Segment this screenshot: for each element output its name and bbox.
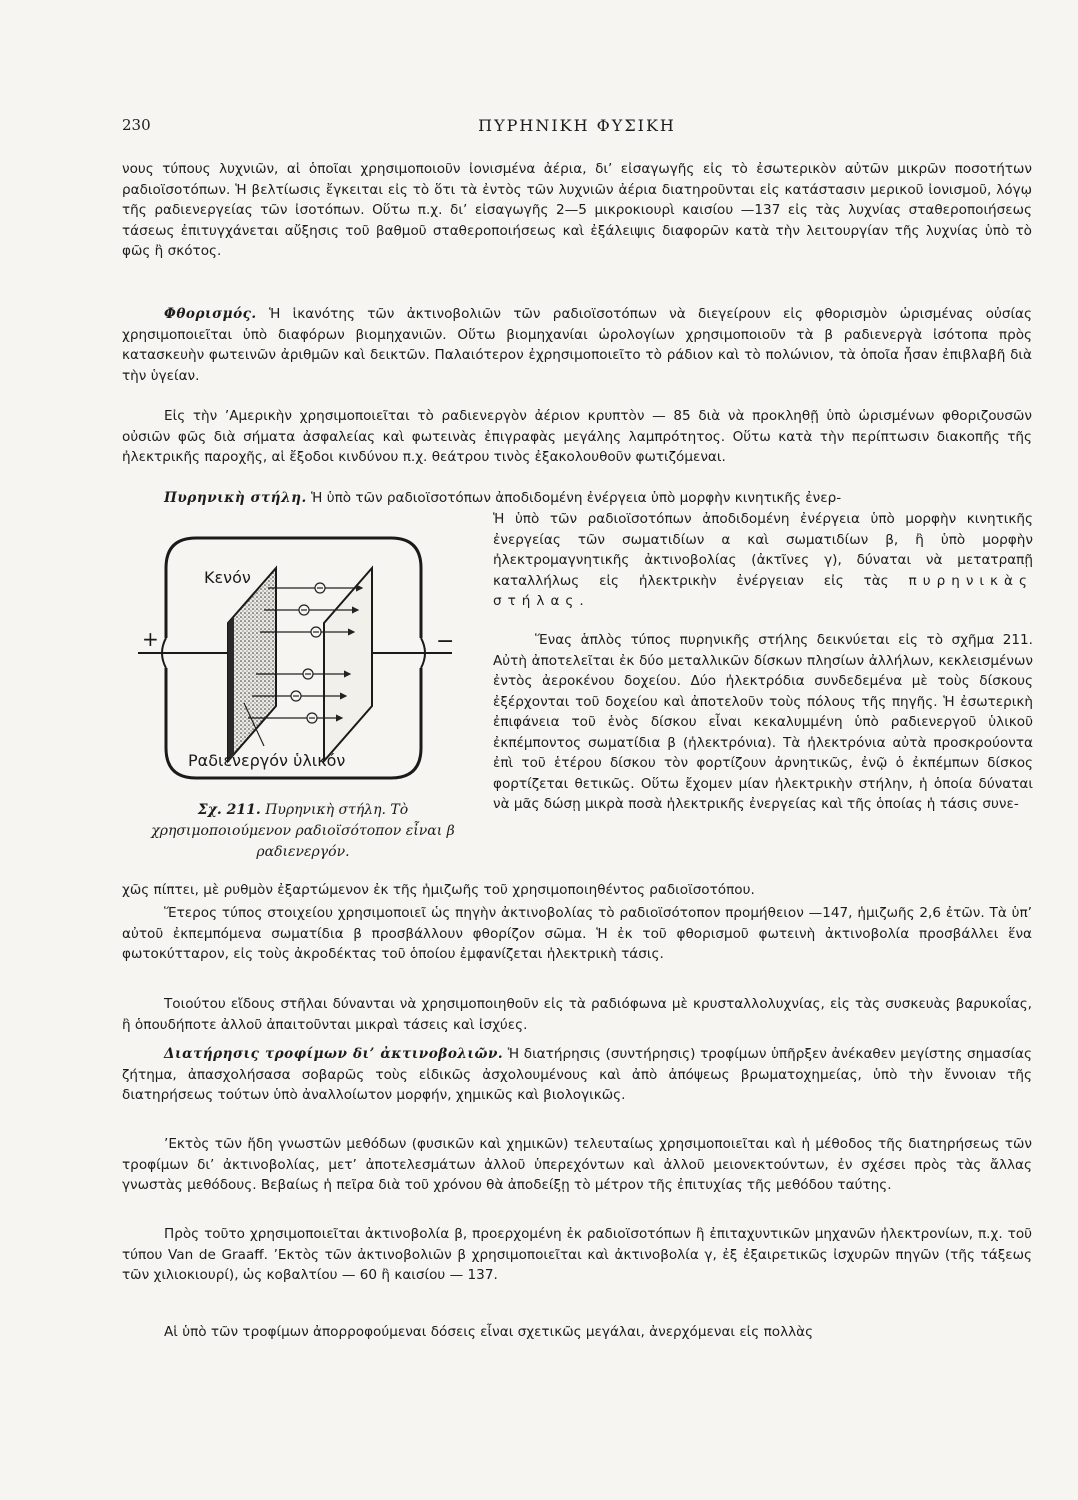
figure-nuclear-battery: [136, 528, 466, 796]
emitting-disk: [228, 568, 276, 761]
paragraph-methods: ’Εκτὸς τῶν ἤδη γνωστῶν μεθόδων (φυσικῶν καὶ χημικῶν) τελευταίως χρησιμοποιεῖται καὶ ἡ μέθοδος τῆς διατηρήσεως τῶν τροφίμων δι’ ἀκτινοβολίας, μετ’ ἀποτελεσμάτων ἀλλοῦ ὑπερεχόντων καὶ ἀλλοῦ μειονεκτούντων, ἐν σχέσει πρὸς τὰς ἄλλας γνωστὰς μεθόδους. Βεβαίως ἡ πεῖρα διὰ τοῦ χρόνου θὰ ἀποδείξῃ τὸ μέτρον τῆς ἐπιτυχίας τῆς μεθόδου ταύτης.: [122, 1136, 1032, 1193]
figure-caption: [128, 800, 478, 863]
running-title: ΠΥΡΗΝΙΚΗ ΦΥΣΙΚΗ: [478, 116, 676, 135]
heading-nuclear-battery: Πυρηνικὴ στήλη.: [164, 490, 307, 506]
collecting-disk: [324, 568, 372, 761]
paragraph-simple-battery: Ἕνας ἁπλὸς τύπος πυρηνικῆς στήλης δεικνύεται εἰς τὸ σχῆμα 211. Αὐτὴ ἀποτελεῖται ἐκ δύο μεταλλικῶν δίσκων πλησίων ἀλλήλων, κεκλεισμένων ἐντὸς ἀεροκένου δοχείου. Δύο ἠλεκτρόδια συνδεδεμένα μὲ τοὺς δίσκους ἐξέρχονται τοῦ δοχείου καὶ ἀποτελοῦν τοὺς πόλους τῆς πηγῆς. Ἡ ἐσωτερικὴ ἐπιφάνεια τοῦ ἑνὸς δίσκου εἶναι κεκαλυμμένη ὑπὸ ραδιενεργοῦ ὑλικοῦ ἐκπέμποντος σωματίδια β (ἠλεκτρόνια). Τὰ ἠλεκτρόνια αὐτὰ προσκρούοντα ἐπὶ τοῦ ἑτέρου δίσκου τὸν φορτίζουν ἀρνητικῶς, ἐνῷ ὁ ἐκπέμπων δίσκος φορτίζεται θετικῶς. Οὕτω ἔχομεν μίαν ἠλεκτρικὴν στήλην, ἡ ὁποία δύναται νὰ μᾶς δώσῃ μικρὰ ποσὰ ἠλεκτρικῆς ἐνεργείας καὶ τῆς ὁποίας ἡ τάσις συνε-: [493, 632, 1033, 812]
electron-symbols: [291, 583, 325, 723]
paragraph-nuclear-battery-text: Ἡ ὑπὸ τῶν ραδιοϊσοτόπων ἀποδιδομένη ἐνέργεια ὑπὸ μορφὴν κινητικῆς ἐνεργείας τῶν σωματιδίων α καὶ σωματιδίων β, ἢ ὑπὸ μορφὴν ἠλεκτρομαγνητικῆς ἀκτινοβολίας (ἀκτῖνες γ), δύναται νὰ μετατραπῇ καταλλήλως εἰς ἠλεκτρικὴν ἐνέργειαν εἰς τὰς: [493, 511, 1033, 589]
paragraph-uses: Τοιούτου εἴδους στῆλαι δύνανται νὰ χρησιμοποιηθοῦν εἰς τὰ ραδιόφωνα μὲ κρυσταλλολυχνίας, εἰς τὰς συσκευὰς βαρυκοΐας, ἢ ὁπουδήποτε ἀλλοῦ ἀπαιτοῦνται μικραὶ τάσεις καὶ ἰσχύες.: [122, 996, 1032, 1033]
paragraph-doses: Αἱ ὑπὸ τῶν τροφίμων ἀπορροφούμεναι δόσεις εἶναι σχετικῶς μεγάλαι, ἀνερχόμεναι εἰς πολλὰς: [164, 1324, 814, 1340]
paragraph-lamps: νους τύπους λυχνιῶν, αἱ ὁποῖαι χρησιμοποιοῦν ἰονισμένα ἀέρια, δι’ εἰσαγωγῆς εἰς τὸ ἐσωτερικὸν αὐτῶν μικρῶν ποσοτήτων ραδιοϊσοτόπων. Ἡ βελτίωσις ἔγκειται εἰς τὸ ὅτι τὰ ἐντὸς τῶν λυχνιῶν ἀέρια διατηροῦνται εἰς κατάστασιν μερικοῦ ἰονισμοῦ, λόγῳ τῆς ραδιενεργείας τῶν ἰσοτόπων. Οὕτω π.χ. δι’ εἰσαγωγῆς 2—5 μικροκιουρὶ καισίου —137 εἰς τὰς λυχνίας σταθεροποιήσεως τάσεως ἐπιτυγχάνεται αὔξησις τοῦ βαθμοῦ σταθεροποιήσεως καὶ ἐξάλειψις διαφορῶν κατὰ τὴν λειτουργίαν τῆς λυχνίας ὑπὸ τὸ φῶς ἢ σκότος.: [122, 161, 1032, 259]
paragraph-fluorescence: [122, 304, 1032, 386]
nuclear-battery-diagram: [136, 528, 466, 796]
label-vacuum: Κενόν: [204, 568, 251, 587]
paragraph-nuclear-battery-heading: [122, 488, 1032, 509]
heading-food-preservation: Διατήρησις τροφίμων δι’ ἀκτινοβολιῶν.: [164, 1046, 504, 1062]
page-number: 230: [122, 116, 151, 134]
paragraph-simple-battery-continued: χῶς πίπτει, μὲ ρυθμὸν ἐξαρτώμενον ἐκ τῆς ἡμιζωῆς τοῦ χρησιμοποιηθέντος ραδιοϊσοτόπου.: [122, 882, 755, 898]
page-header: [122, 116, 1032, 142]
paragraph-promethium: Ἕτερος τύπος στοιχείου χρησιμοποιεῖ ὡς πηγὴν ἀκτινοβολίας τὸ ραδιοϊσότοπον προμήθειον —147, ἡμιζωῆς 2,6 ἐτῶν. Τὰ ὑπ’ αὐτοῦ ἐκπεμπόμενα σωματίδια β προσβάλλουν φθορίζον σῶμα. Ἡ ἐκ τοῦ φθορισμοῦ φωτεινὴ ἀκτινοβολία προσβάλλει ἕνα φωτοκύτταρον, εἰς τοὺς ἀκροδέκτας τοῦ ὁποίου ἐμφανίζεται ἠλεκτρικὴ τάσις.: [122, 905, 1032, 962]
paragraph-beta-radiation: Πρὸς τοῦτο χρησιμοποιεῖται ἀκτινοβολία β, προερχομένη ἐκ ραδιοϊσοτόπων ἢ ἐπιταχυντικῶν μηχανῶν ἠλεκτρονίων, π.χ. τοῦ τύπου Van de Graaff. ’Εκτὸς τῶν ἀκτινοβολιῶν β χρησιμοποιεῖται καὶ ἀκτινοβολία γ, ἐξ ἐξαιρετικῶς ἰσχυρῶν πηγῶν (τῆς τάξεως τῶν χιλιοκιουρί), ὡς κοβαλτίου — 60 ἢ καισίου — 137.: [122, 1226, 1032, 1283]
caption-text: Πυρηνικὴ στήλη. Τὸ χρησιμοποιούμενον ραδιοϊσότοπον εἶναι β ραδιενεργόν.: [151, 802, 455, 860]
minus-sign: −: [436, 629, 455, 654]
heading-fluorescence: Φθορισμός.: [164, 306, 257, 322]
paragraph-food-preservation-text: Ἡ διατήρησις (συντήρησις) τροφίμων ὑπῆρξεν ἀνέκαθεν μεγίστης σημασίας ζήτημα, ἀπασχολήσασα σοβαρῶς τοὺς εἰδικῶς ἀσχολουμένους καὶ ἀπὸ ἀπόψεως βρωματοχημείας, ὑπὸ τὴν ἔννοιαν τῆς διατηρήσεως τούτων ὑπὸ ἀναλλοίωτον μορφήν, χημικῶς καὶ βιολογικῶς.: [122, 1046, 1032, 1103]
nuclear-batteries-term: πυρηνικὰς στήλας.: [493, 572, 1033, 609]
paragraph-fluorescence-text: Ἡ ἱκανότης τῶν ἀκτινοβολιῶν τῶν ραδιοϊσοτόπων νὰ διεγείρουν εἰς φθορισμὸν ὡρισμένας οὐσίας χρησιμοποιεῖται ὑπὸ διαφόρων βιομηχανιῶν. Οὕτω βιομηχανίαι ὡρολογίων χρησιμοποιοῦν τὰ β ραδιενεργὰ ἰσότοπα πρὸς κατασκευὴν φωτεινῶν ἀριθμῶν καὶ δεικτῶν. Παλαιότερον ἐχρησιμοποιεῖτο τὸ ράδιον καὶ τὸ πολώνιον, τὰ ὁποῖα ἦσαν ἐπιβλαβῆ διὰ τὴν ὑγείαν.: [122, 306, 1032, 384]
paragraph-krypton: Εἰς τὴν ’Αμερικὴν χρησιμοποιεῖται τὸ ραδιενεργὸν ἀέριον κρυπτὸν — 85 διὰ νὰ προκληθῇ ὑπὸ ὡρισμένων φθοριζουσῶν οὐσιῶν φῶς διὰ σήματα ἀσφαλείας καὶ φωτεινὰς ἐπιγραφὰς μεγάλης λαμπρότητος. Οὕτω κατὰ τὴν περίπτωσιν διακοπῆς τῆς ἠλεκτρικῆς παροχῆς, αἱ ἔξοδοι κινδύνου π.χ. θεάτρου τινὸς ἐξακολουθοῦν φωτιζόμεναι.: [122, 408, 1032, 465]
paragraph-food-preservation: [122, 1044, 1032, 1106]
label-radioactive-material: Ραδιενεργόν ὑλικόν: [188, 751, 346, 770]
paragraph-nuclear-battery: [493, 509, 1033, 612]
plus-sign: +: [142, 627, 159, 651]
caption-number: Σχ. 211.: [197, 802, 261, 818]
paragraph-nuclear-battery-first-line: Ἡ ὑπὸ τῶν ραδιοϊσοτόπων ἀποδιδομένη ἐνέργεια ὑπὸ μορφὴν κινητικῆς ἐνερ-: [311, 490, 842, 506]
